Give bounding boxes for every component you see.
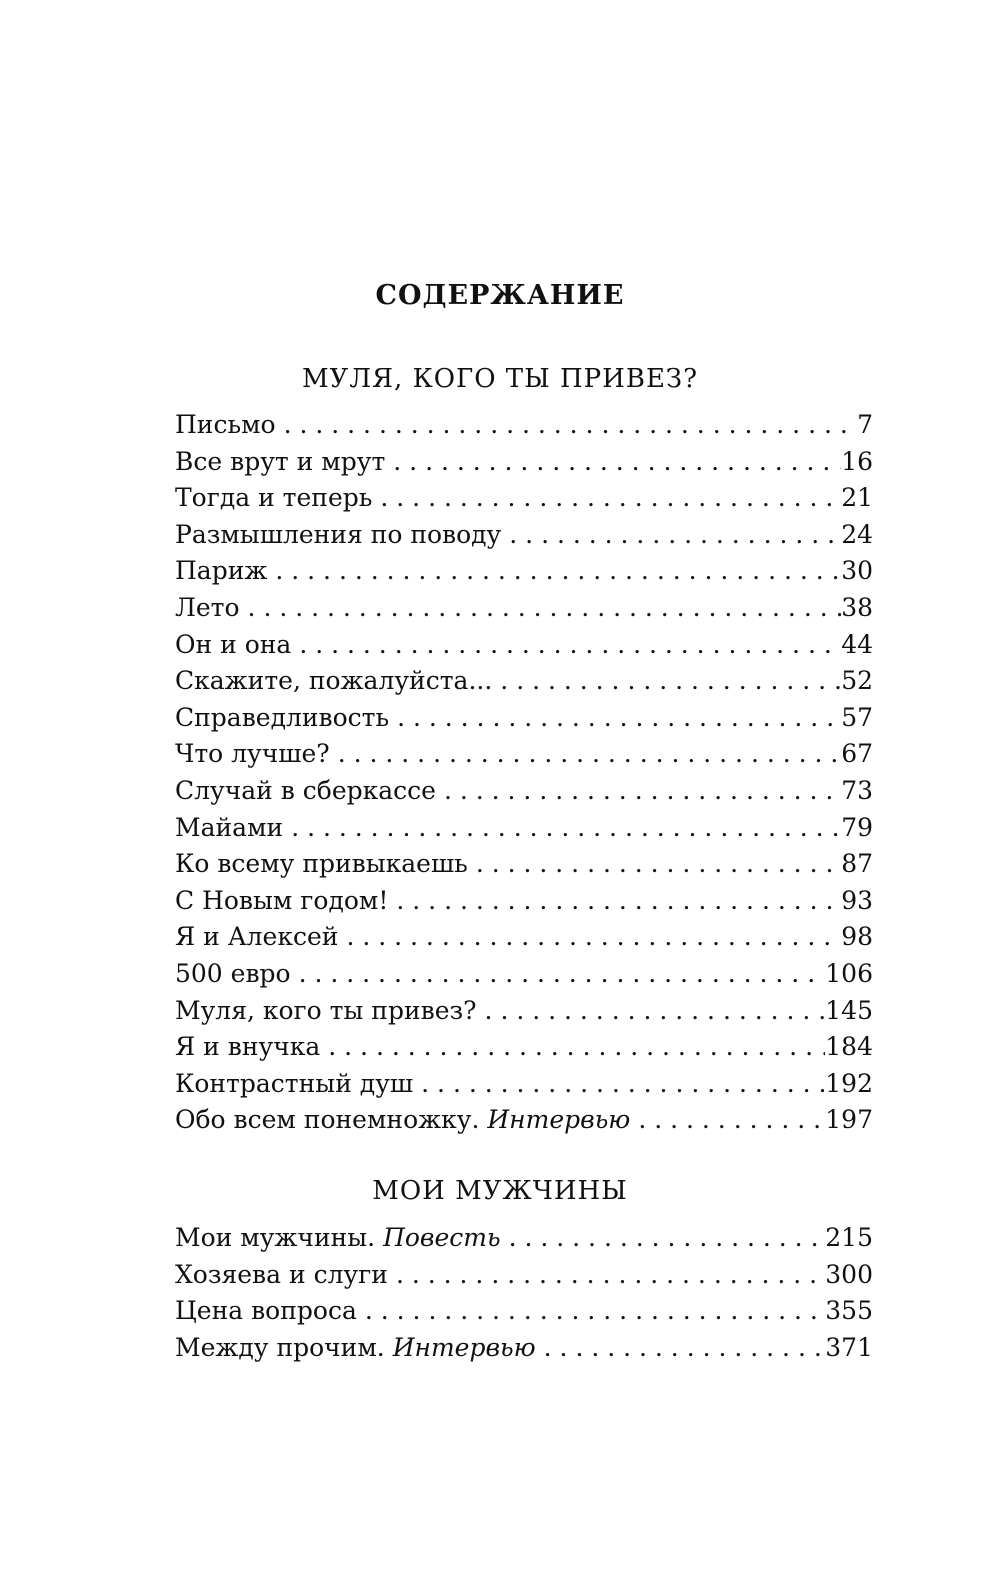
toc-entry[interactable] [175,996,873,1033]
toc-page-number: 52 [841,666,873,696]
toc-page-number: 38 [841,592,873,622]
dot-leader [320,1032,825,1061]
toc-entry[interactable] [175,739,873,776]
toc-entry[interactable] [175,1333,873,1370]
toc-page-number: 371 [825,1332,873,1362]
toc-entry-title-text: Случай в сберкассе [175,775,436,805]
dot-leader [283,813,841,842]
toc-entry-title [175,922,338,951]
toc-entry-title-text: Хозяева и слуги [175,1259,388,1289]
toc-entry-title [175,666,492,695]
toc-entry-title [175,703,389,732]
toc-entry-title [175,483,372,512]
dot-leader [267,556,841,585]
toc-entry-title-text: Тогда и теперь [175,483,373,513]
dot-leader [385,447,841,476]
toc-entry-title-text: Я и Алексей [175,922,339,952]
toc-page-number: 7 [857,410,873,439]
toc-entry-title-text: Лето [175,592,240,622]
toc-entry[interactable] [175,520,873,557]
toc-entry-title [175,739,330,768]
toc-entry-genre: Интервью [392,1332,536,1362]
toc-entry-title-text: Между прочим. [175,1332,393,1362]
toc-entry[interactable] [175,1296,873,1333]
toc-entry-title [175,556,267,585]
toc-entry[interactable] [175,922,873,959]
dot-leader [501,520,841,549]
toc-entry-title [175,1333,536,1362]
toc-page-number: 192 [825,1068,873,1098]
dot-leader [330,739,841,768]
toc-entry-title-text: С Новым годом! [175,885,389,915]
toc-page-number: 197 [825,1105,873,1135]
dot-leader [630,1105,825,1134]
toc-entry[interactable] [175,703,873,740]
dot-leader [388,886,841,915]
toc-entry-title [175,520,501,549]
toc-entry[interactable] [175,630,873,667]
dot-leader [372,483,841,512]
toc-entry[interactable] [175,1260,873,1297]
toc-page-number: 44 [841,629,873,659]
toc-page-number: 106 [825,958,873,988]
toc-page-number: 87 [841,849,873,879]
toc-entry[interactable] [175,410,873,447]
toc-entry-title [175,1032,320,1061]
dot-leader [501,1223,826,1252]
toc-entry-title [175,886,388,915]
toc-entry-title [175,776,436,805]
toc-entry-title [175,1105,630,1134]
toc-entry-title [175,1223,501,1252]
toc-entry-title-text: Обо всем понемножку. [175,1105,488,1135]
toc-entry-title [175,410,276,439]
toc-page-number: 79 [841,812,873,842]
dot-leader [291,630,841,659]
toc-entry-title-text: 500 евро [175,958,291,988]
dot-leader [276,410,858,439]
toc-entry-title-text: Мои мужчины. [175,1223,384,1252]
toc-page-number: 57 [841,702,873,732]
toc-entry-genre: Повесть [383,1223,501,1252]
toc-entry-title [175,593,240,622]
dot-leader [413,1069,825,1098]
toc-entry[interactable] [175,447,873,484]
toc-entry-title [175,996,477,1025]
toc-entry-title [175,1260,388,1289]
dot-leader [468,849,841,878]
toc-entry-title [175,813,283,842]
toc-page-number: 67 [841,739,873,769]
dot-leader [436,776,841,805]
toc-entry-title [175,447,385,476]
toc-page-number: 24 [841,519,873,549]
toc-list [175,1223,873,1369]
toc-entry[interactable] [175,1069,873,1106]
toc-entry-title-text: Письмо [175,410,276,439]
toc-entry-title-text: Цена вопроса [175,1296,357,1326]
toc-page-number: 355 [825,1296,873,1326]
toc-entry-title-text: Скажите, пожалуйста... [175,666,493,696]
page-title: СОДЕРЖАНИЕ [375,280,625,311]
toc-entry-title-text: Справедливость [175,702,390,732]
toc-page-number: 215 [825,1223,873,1252]
toc-list [175,410,873,1142]
dot-leader [388,1260,825,1289]
dot-leader [477,996,826,1025]
toc-entry-genre: Интервью [487,1105,631,1135]
toc-page-number: 145 [825,995,873,1025]
toc-entry-title [175,1069,413,1098]
section-title: МОИ МУЖЧИНЫ [372,1176,628,1206]
toc-entry[interactable] [175,1223,873,1260]
dot-leader [240,593,842,622]
toc-entry[interactable] [175,776,873,813]
toc-entry-title-text: Париж [175,556,268,586]
dot-leader [357,1296,825,1325]
section-title: МУЛЯ, КОГО ТЫ ПРИВЕЗ? [301,364,699,394]
toc-entry-title [175,959,291,988]
toc-entry[interactable] [175,666,873,703]
toc-entry-title-text: Он и она [175,629,292,659]
toc-entry[interactable] [175,556,873,593]
toc-entry-title-text: Что лучше? [175,739,330,769]
toc-page-number: 73 [841,775,873,805]
toc-entry-title-text: Ко всему привыкаешь [175,849,468,879]
toc-entry-title-text: Все врут и мрут [175,446,386,476]
toc-page-number: 16 [841,446,873,476]
toc-entry[interactable] [175,886,873,923]
dot-leader [536,1333,826,1362]
toc-page-number: 21 [841,483,873,513]
toc-entry-title-text: Контрастный душ [175,1068,414,1098]
toc-entry[interactable] [175,849,873,886]
toc-page-number: 30 [841,556,873,586]
toc-page-number: 93 [841,885,873,915]
toc-entry[interactable] [175,1105,873,1142]
dot-leader [492,666,841,695]
toc-entry-title-text: Майами [175,812,284,842]
toc-entry-title-text: Муля, кого ты привез? [175,995,477,1025]
toc-entry[interactable] [175,483,873,520]
toc-page-number: 98 [841,922,873,952]
dot-leader [291,959,826,988]
toc-entry[interactable] [175,593,873,630]
toc-entry[interactable] [175,1032,873,1069]
dot-leader [338,922,841,951]
dot-leader [389,703,841,732]
toc-entry[interactable] [175,959,873,996]
toc-page-number: 184 [825,1032,873,1062]
toc-page-number: 300 [825,1259,873,1289]
toc-entry-title [175,849,468,878]
toc-entry-title-text: Я и внучка [175,1032,321,1062]
toc-entry[interactable] [175,813,873,850]
toc-entry-title [175,1296,357,1325]
toc-entry-title [175,630,291,659]
toc-entry-title-text: Размышления по поводу [175,519,502,549]
